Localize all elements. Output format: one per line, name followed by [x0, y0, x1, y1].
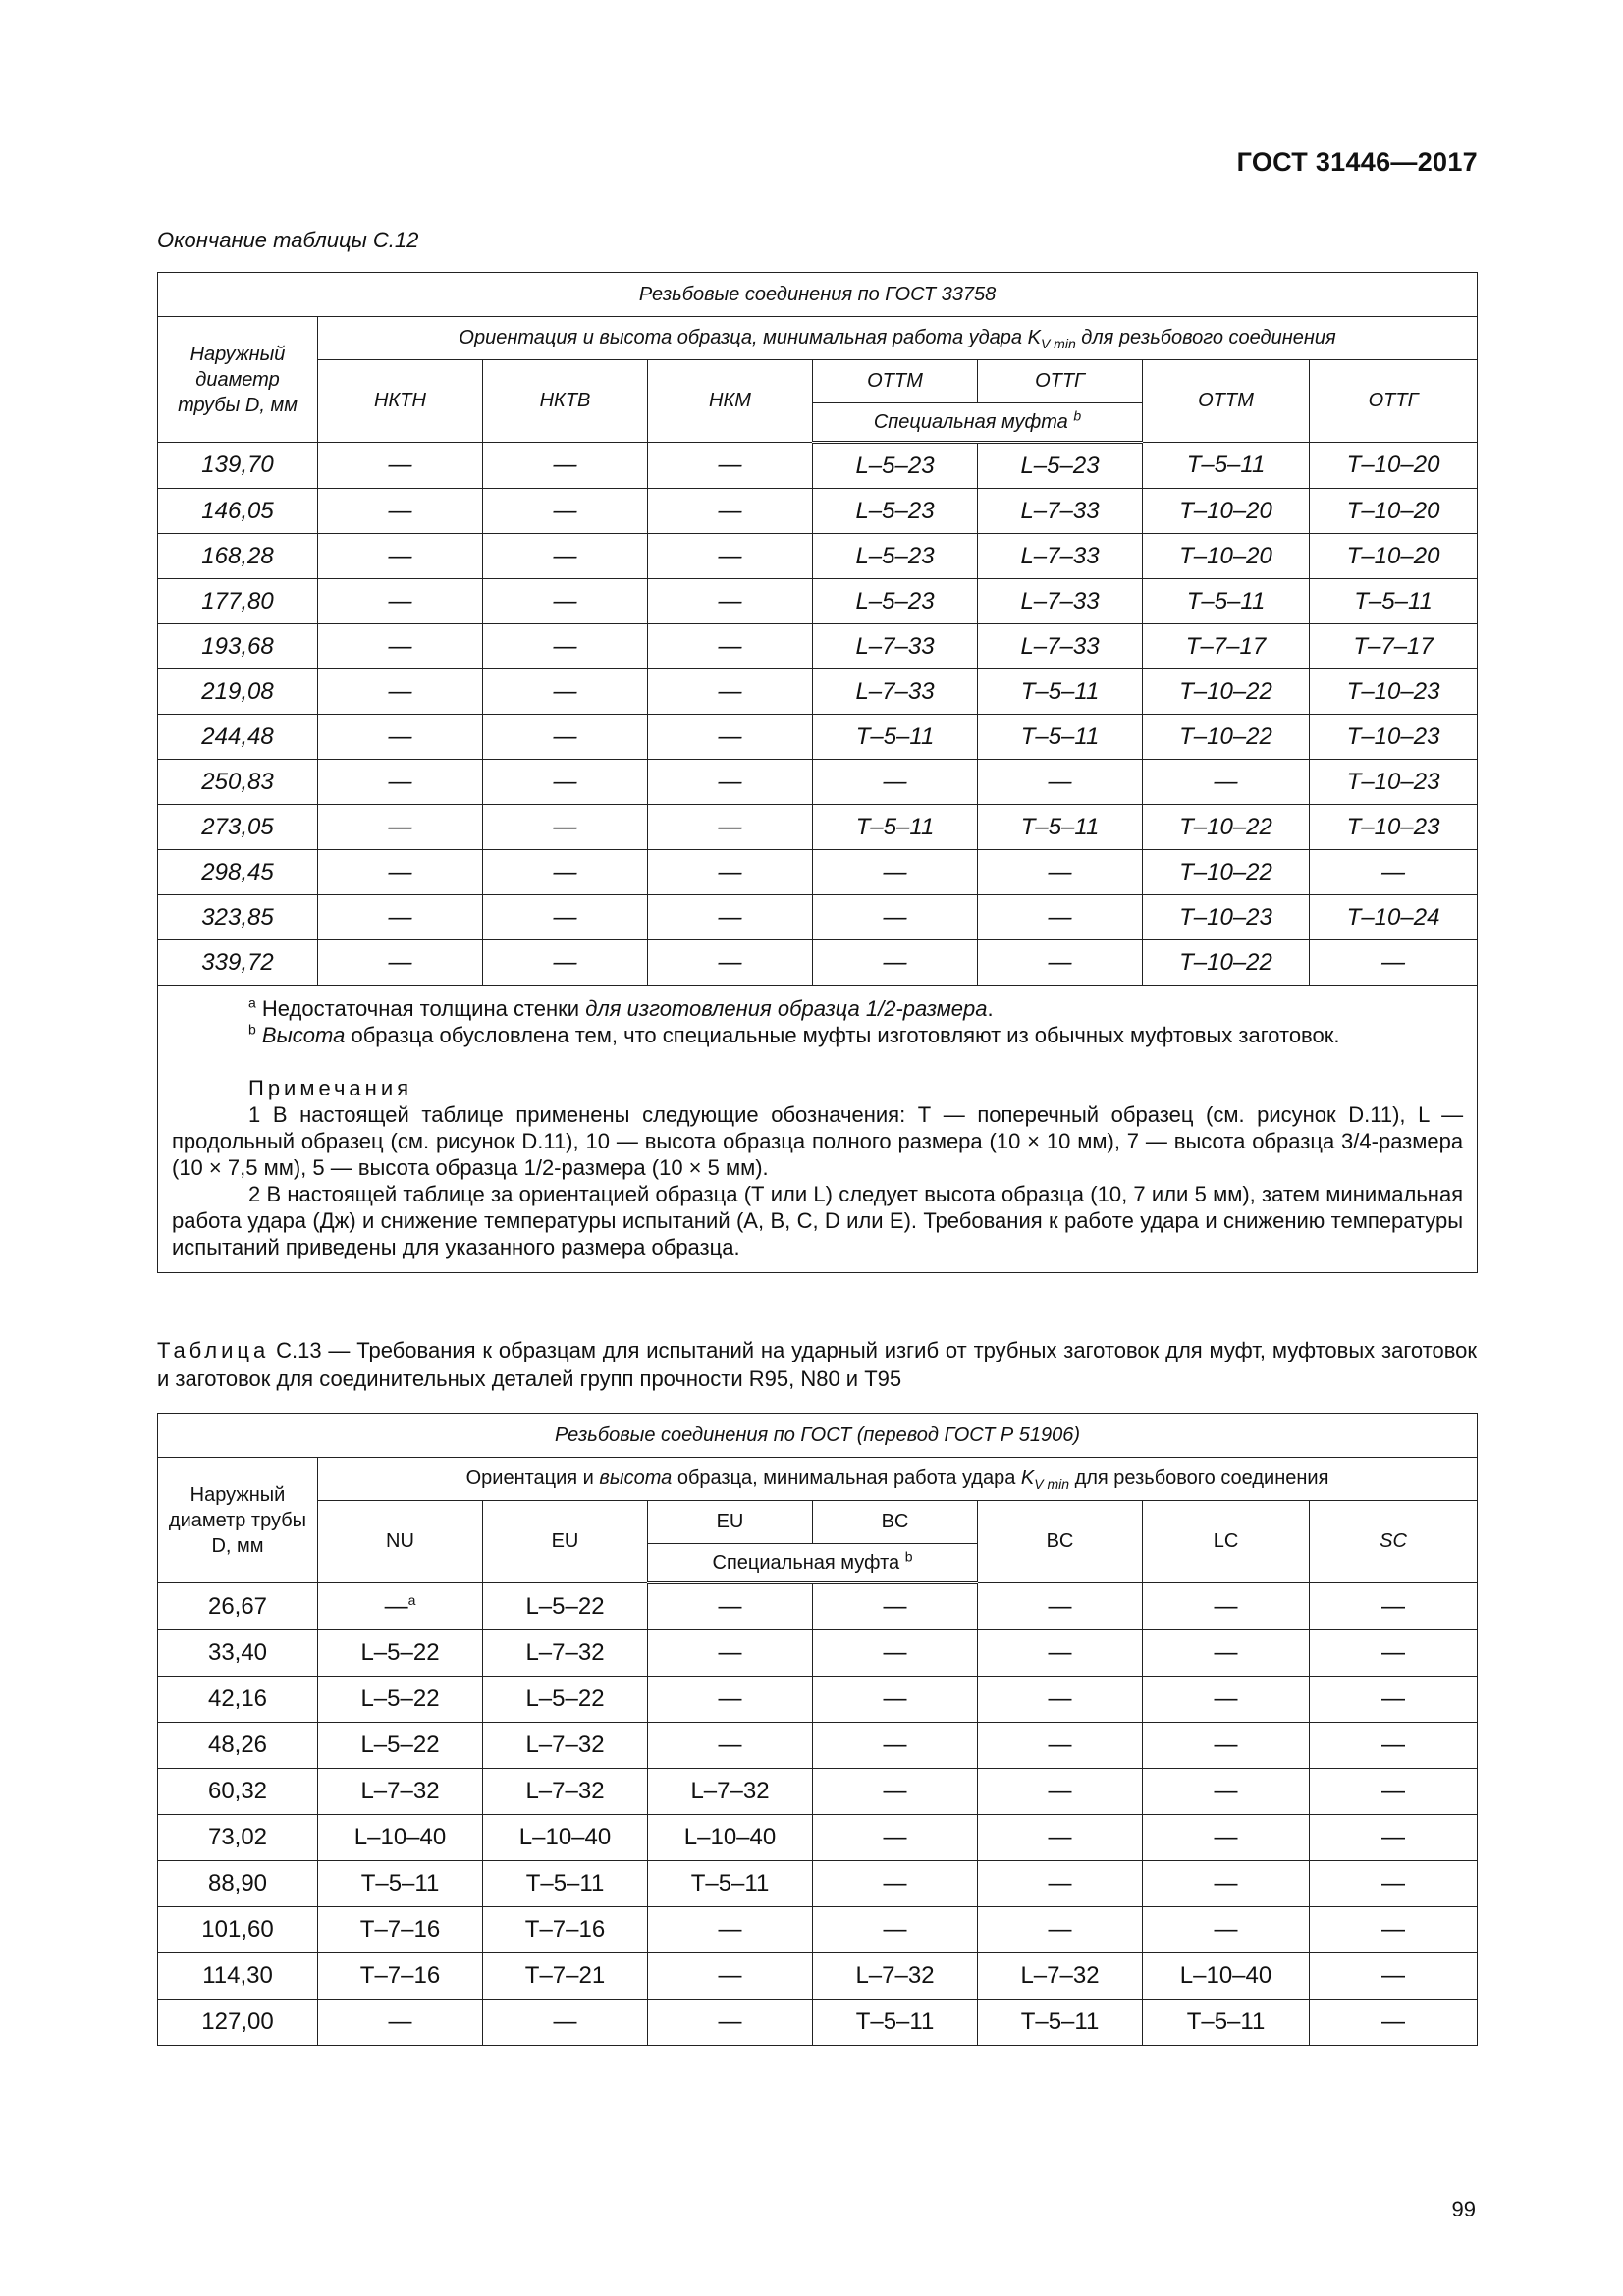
table-cell: T–7–21 — [483, 1953, 648, 2000]
table-cell: — — [648, 1723, 813, 1769]
diameter-cell: 88,90 — [158, 1861, 318, 1907]
diameter-cell: 42,16 — [158, 1677, 318, 1723]
table-cell: — — [1310, 850, 1478, 895]
table-cell: L–10–40 — [1143, 1953, 1310, 2000]
table-row — [158, 1630, 1478, 1677]
table-cell: L–10–40 — [648, 1815, 813, 1861]
table-cell: T–5–11 — [813, 2000, 978, 2046]
table1-col-nktn: НКТН — [318, 360, 483, 443]
table-cell: T–5–11 — [1143, 579, 1310, 624]
table-cell: — — [318, 489, 483, 534]
table-cell: L–5–23 — [813, 534, 978, 579]
table-cell: — — [318, 579, 483, 624]
table-cell: — — [1310, 1677, 1478, 1723]
table-cell: — — [978, 895, 1143, 940]
table-cell: — — [813, 1583, 978, 1630]
table-cell: T–10–22 — [1143, 669, 1310, 715]
table-cell: — — [978, 1815, 1143, 1861]
table-cell: L–10–40 — [483, 1815, 648, 1861]
table-cell: — — [483, 760, 648, 805]
table1-caption: Окончание таблицы С.12 — [157, 228, 419, 252]
table-cell: — — [648, 2000, 813, 2046]
table-cell: T–10–23 — [1143, 895, 1310, 940]
table-cell: — — [648, 715, 813, 760]
table-row — [158, 760, 1478, 805]
table-cell: — — [318, 895, 483, 940]
table-cell: — — [1310, 1815, 1478, 1861]
table-cell: — — [1310, 2000, 1478, 2046]
table-cell: L–7–32 — [978, 1953, 1143, 2000]
table-cell: — — [813, 1907, 978, 1953]
table-cell: T–5–11 — [483, 1861, 648, 1907]
table-cell: — — [648, 443, 813, 489]
table2-col-bc-special: BC — [813, 1501, 978, 1544]
table-cell: — — [813, 1815, 978, 1861]
table-cell: — — [978, 1630, 1143, 1677]
table-cell: — — [813, 895, 978, 940]
table-cell: T–10–23 — [1310, 805, 1478, 850]
table-cell: — — [648, 1907, 813, 1953]
table-row — [158, 624, 1478, 669]
table-row — [158, 895, 1478, 940]
table-cell: — — [648, 624, 813, 669]
table-cell: — — [978, 1907, 1143, 1953]
table-cell: — — [813, 1677, 978, 1723]
table-cell: — — [483, 534, 648, 579]
table-cell: — — [1143, 1769, 1310, 1815]
table-cell: — — [648, 805, 813, 850]
table1-orientation-header: Ориентация и высота образца, минимальная работа удара $K_{V min}$ для резьбового соединения — [318, 317, 1478, 360]
table1-body — [158, 443, 1478, 986]
table-cell: — — [483, 443, 648, 489]
table-cell: T–5–11 — [1143, 443, 1310, 489]
table-cell: — — [813, 760, 978, 805]
table1-col-nkm: НКМ — [648, 360, 813, 443]
table-cell: — — [318, 940, 483, 986]
table-cell: T–10–20 — [1310, 534, 1478, 579]
table-cell: — — [648, 895, 813, 940]
table-row — [158, 715, 1478, 760]
table-cell: T–5–11 — [318, 1861, 483, 1907]
diameter-cell: 244,48 — [158, 715, 318, 760]
table1-col-ottm: ОТТМ — [1143, 360, 1310, 443]
table-cell: — — [813, 1769, 978, 1815]
table-cell: L–7–33 — [978, 624, 1143, 669]
table-cell: — — [813, 1723, 978, 1769]
table-cell: — — [1310, 1769, 1478, 1815]
table-cell: — — [813, 850, 978, 895]
table-row — [158, 1723, 1478, 1769]
table-row — [158, 1583, 1478, 1630]
table-cell: T–10–22 — [1143, 850, 1310, 895]
table-cell: — — [483, 489, 648, 534]
table-cell: T–10–24 — [1310, 895, 1478, 940]
table-cell: T–5–11 — [978, 805, 1143, 850]
table-cell: — — [1143, 1677, 1310, 1723]
footnote-b: $^b$ Высота образца обусловлена тем, что специальные муфты изготовляют из обычных муфтовых заготовок. — [248, 1021, 1340, 1047]
table-cell: L–7–33 — [813, 624, 978, 669]
table-cell: — — [483, 805, 648, 850]
table-row — [158, 579, 1478, 624]
table-row — [158, 2000, 1478, 2046]
table-cell: — — [483, 940, 648, 986]
table-row — [158, 1907, 1478, 1953]
table-cell: L–7–33 — [978, 534, 1143, 579]
table-cell: T–7–16 — [318, 1907, 483, 1953]
table-cell: — — [648, 850, 813, 895]
table-cell: — — [483, 624, 648, 669]
diameter-cell: 26,67 — [158, 1583, 318, 1630]
diameter-cell: 298,45 — [158, 850, 318, 895]
table-cell: L–7–32 — [648, 1769, 813, 1815]
table-c12 — [157, 272, 1478, 1273]
table2-col-nu: NU — [318, 1501, 483, 1583]
diameter-cell: 273,05 — [158, 805, 318, 850]
table-cell: T–5–11 — [978, 2000, 1143, 2046]
table-cell: T–10–22 — [1143, 940, 1310, 986]
table-cell: L–5–23 — [813, 579, 978, 624]
table-cell: T–7–17 — [1310, 624, 1478, 669]
table-cell: — — [1143, 1583, 1310, 1630]
table-cell: — — [318, 534, 483, 579]
diameter-cell: 339,72 — [158, 940, 318, 986]
table-cell: — — [1310, 940, 1478, 986]
diameter-cell: 73,02 — [158, 1815, 318, 1861]
table-row — [158, 1815, 1478, 1861]
table1-diameter-header: Наружный диаметр трубы D, мм — [158, 317, 318, 443]
table-row — [158, 489, 1478, 534]
table-cell: L–7–32 — [318, 1769, 483, 1815]
table-cell: — — [483, 669, 648, 715]
page-number: 99 — [1451, 2197, 1476, 2221]
table-cell: — — [1143, 1723, 1310, 1769]
table-cell: — — [648, 1630, 813, 1677]
footnote-a: $^a$ Недостаточная толщина стенки для изготовления образца 1/2-размера. — [248, 994, 994, 1021]
notes-title: Примечания — [248, 1076, 413, 1100]
table-cell: L–5–22 — [318, 1630, 483, 1677]
table2-special-coupling: Специальная муфта $^b$ — [648, 1544, 978, 1583]
table-cell: — — [648, 579, 813, 624]
table-row — [158, 850, 1478, 895]
table-row — [158, 1861, 1478, 1907]
table-cell: — — [978, 1677, 1143, 1723]
table-cell: T–5–11 — [978, 715, 1143, 760]
table-cell: L–5–23 — [978, 443, 1143, 489]
diameter-cell: 219,08 — [158, 669, 318, 715]
diameter-cell: 127,00 — [158, 2000, 318, 2046]
table1-group-title: Резьбовые соединения по ГОСТ 33758 — [158, 273, 1478, 317]
table2-col-bc: BC — [978, 1501, 1143, 1583]
table-row — [158, 1953, 1478, 2000]
table-cell: — — [978, 1723, 1143, 1769]
table-cell: T–10–20 — [1310, 443, 1478, 489]
table-cell: — — [1143, 760, 1310, 805]
table-cell: — — [648, 1677, 813, 1723]
table1-col-nktv: НКТВ — [483, 360, 648, 443]
table-cell: L–5–23 — [813, 489, 978, 534]
table-cell: T–5–11 — [978, 669, 1143, 715]
table-cell: T–10–20 — [1143, 489, 1310, 534]
table-cell: L–7–32 — [483, 1723, 648, 1769]
table-cell: — — [318, 760, 483, 805]
table-cell: — — [1143, 1630, 1310, 1677]
table2-col-lc: LC — [1143, 1501, 1310, 1583]
table-cell: — — [318, 715, 483, 760]
table-row — [158, 534, 1478, 579]
table-cell: — — [648, 1583, 813, 1630]
diameter-cell: 139,70 — [158, 443, 318, 489]
diameter-cell: 60,32 — [158, 1769, 318, 1815]
table2-col-eu-special: EU — [648, 1501, 813, 1544]
table-cell: T–10–23 — [1310, 715, 1478, 760]
diameter-cell: 114,30 — [158, 1953, 318, 2000]
table2-body — [158, 1583, 1478, 2046]
table2-group-title: Резьбовые соединения по ГОСТ (перевод ГОСТ Р 51906) — [158, 1414, 1478, 1458]
table-cell: — — [648, 534, 813, 579]
diameter-cell: 33,40 — [158, 1630, 318, 1677]
diameter-cell: 177,80 — [158, 579, 318, 624]
table-cell: L–7–33 — [813, 669, 978, 715]
table-cell: L–5–22 — [483, 1583, 648, 1630]
table-cell: — — [483, 850, 648, 895]
table-cell: L–7–33 — [978, 579, 1143, 624]
table-row — [158, 669, 1478, 715]
table-cell: L–5–23 — [813, 443, 978, 489]
table-cell: — — [648, 940, 813, 986]
table-cell: — — [483, 2000, 648, 2046]
table-cell: — — [318, 2000, 483, 2046]
table-cell: — — [978, 760, 1143, 805]
table-cell: T–10–23 — [1310, 669, 1478, 715]
table-cell: — — [978, 940, 1143, 986]
table-cell: — — [1310, 1723, 1478, 1769]
table-cell: — — [978, 1769, 1143, 1815]
table-cell: T–5–11 — [1143, 2000, 1310, 2046]
table-cell: L–5–22 — [483, 1677, 648, 1723]
table-cell: T–7–17 — [1143, 624, 1310, 669]
table-cell: — — [1143, 1907, 1310, 1953]
table-cell: — — [483, 715, 648, 760]
table1-col-ottg-special: ОТТГ — [978, 360, 1143, 403]
diameter-cell: 168,28 — [158, 534, 318, 579]
table-cell: — — [1143, 1861, 1310, 1907]
note-2: 2 В настоящей таблице за ориентацией образца (Т или L) следует высота образца (10, 7 или 5 мм), затем минимальная работа удара (Дж) и снижение температуры испытаний (А, В, С, D или Е). Требования к работе удара и снижению температуры испытаний приведены для указанного размера образца. — [172, 1182, 1464, 1259]
table2-col-eu: EU — [483, 1501, 648, 1583]
table-cell: — — [978, 1583, 1143, 1630]
table-cell: T–5–11 — [813, 715, 978, 760]
diameter-cell: 193,68 — [158, 624, 318, 669]
table-c13 — [157, 1413, 1478, 2046]
table-cell: — — [1143, 1815, 1310, 1861]
table-cell: — — [813, 1630, 978, 1677]
table-cell: — — [318, 669, 483, 715]
table-cell: T–10–22 — [1143, 715, 1310, 760]
diameter-cell: 250,83 — [158, 760, 318, 805]
table-row — [158, 940, 1478, 986]
table-cell: — — [648, 489, 813, 534]
table-row — [158, 443, 1478, 489]
table2-orientation-header: Ориентация и высота образца, минимальная работа удара $K_{V min}$ для резьбового соединения — [318, 1458, 1478, 1501]
table-cell: — — [1310, 1583, 1478, 1630]
table-cell: T–5–11 — [648, 1861, 813, 1907]
table-cell: — — [1310, 1630, 1478, 1677]
table-cell: T–7–16 — [483, 1907, 648, 1953]
diameter-cell: 146,05 — [158, 489, 318, 534]
table-cell: — — [813, 940, 978, 986]
table-cell: L–7–33 — [978, 489, 1143, 534]
table-cell: T–10–22 — [1143, 805, 1310, 850]
table-cell: — — [318, 805, 483, 850]
table-row — [158, 1677, 1478, 1723]
table1-notes — [158, 986, 1478, 1273]
table-cell: T–10–20 — [1143, 534, 1310, 579]
table-cell: — — [648, 760, 813, 805]
diameter-cell: 323,85 — [158, 895, 318, 940]
diameter-cell: 101,60 — [158, 1907, 318, 1953]
table-cell: — — [318, 850, 483, 895]
document-header: ГОСТ 31446—2017 — [1236, 147, 1478, 177]
table-cell: — — [483, 579, 648, 624]
table-cell: T–5–11 — [813, 805, 978, 850]
table-cell: T–10–20 — [1310, 489, 1478, 534]
table-cell: L–7–32 — [813, 1953, 978, 2000]
table-cell: —$^a$ — [318, 1583, 483, 1630]
table1-special-coupling: Специальная муфта $^b$ — [813, 403, 1143, 443]
table-cell: L–7–32 — [483, 1769, 648, 1815]
table-cell: — — [813, 1861, 978, 1907]
table-cell: — — [1310, 1907, 1478, 1953]
table-cell: — — [648, 1953, 813, 2000]
table-cell: — — [978, 1861, 1143, 1907]
table2-diameter-header: Наружный диаметр трубы D, мм — [158, 1458, 318, 1583]
table-cell: T–10–23 — [1310, 760, 1478, 805]
table-cell: — — [1310, 1953, 1478, 2000]
table-cell: T–7–16 — [318, 1953, 483, 2000]
note-1: 1 В настоящей таблице применены следующие обозначения: Т — поперечный образец (см. рисунок D.11), L — продольный образец (см. рисунок D.11), 10 — высота образца полного размера (10 × 10 мм), 7 — высота образца 3/4-размера (10 × 7,5 мм), 5 — высота образца 1/2-размера (10 × 5 мм). — [172, 1102, 1464, 1180]
table-cell: — — [318, 624, 483, 669]
table-cell: L–5–22 — [318, 1677, 483, 1723]
table-cell: — — [318, 443, 483, 489]
table-cell: — — [978, 850, 1143, 895]
table-cell: L–7–32 — [483, 1630, 648, 1677]
table2-caption: Таблица С.13 — Требования к образцам для испытаний на ударный изгиб от трубных заготовок для муфт, муфтовых заготовок и заготовок для соединительных деталей групп прочности R95, N80 и Т95 — [157, 1338, 1477, 1391]
table-cell: L–10–40 — [318, 1815, 483, 1861]
diameter-cell: 48,26 — [158, 1723, 318, 1769]
table1-col-ottg: ОТТГ — [1310, 360, 1478, 443]
table-cell: L–5–22 — [318, 1723, 483, 1769]
table2-col-sc: SC — [1310, 1501, 1478, 1583]
table-row — [158, 1769, 1478, 1815]
table-cell: — — [483, 895, 648, 940]
table-row — [158, 805, 1478, 850]
table1-col-ottm-special: ОТТМ — [813, 360, 978, 403]
table-cell: T–5–11 — [1310, 579, 1478, 624]
table-cell: — — [1310, 1861, 1478, 1907]
table-cell: — — [648, 669, 813, 715]
